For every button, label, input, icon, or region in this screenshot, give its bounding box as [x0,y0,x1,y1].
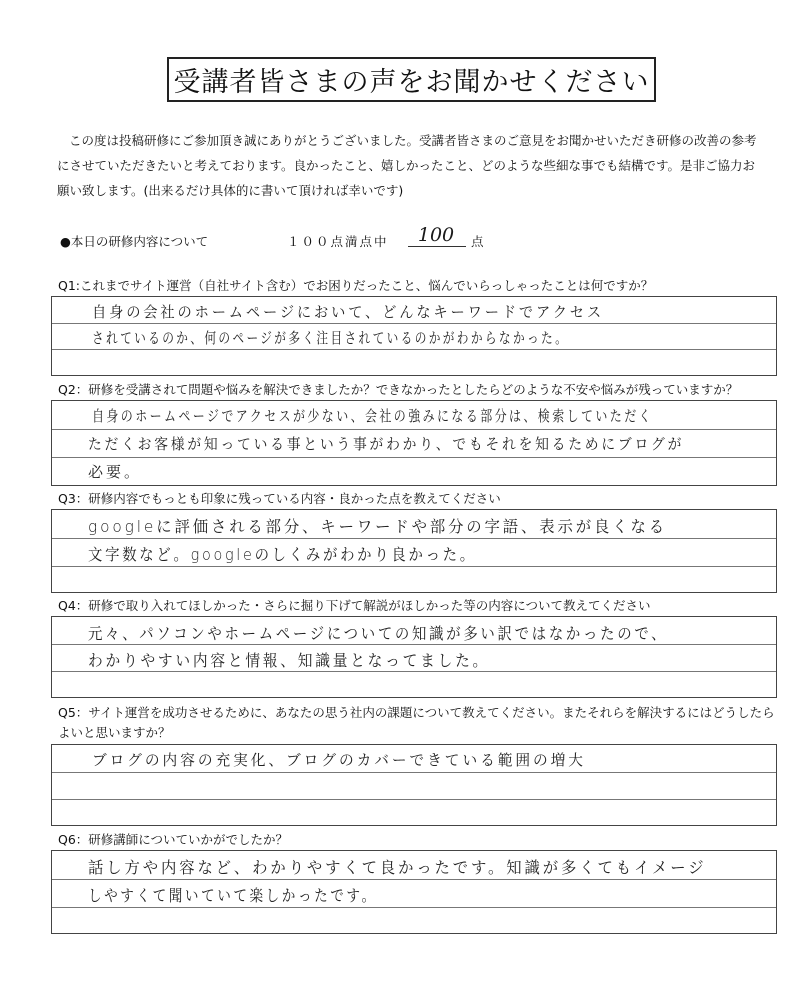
q2-answer-line-1: 自身のホームページでアクセスが少ない、会社の強みになる部分は、検索していただく [92,407,654,425]
ruled-line [52,429,776,430]
q2-heading: Q2：研修を受講されて問題や悩みを解決できましたか？できなかったとしたらどのような不安や悩みが残っていますか？ [58,382,739,397]
score-row [60,224,700,250]
q2-answer-line-3: 必要。 [88,463,143,481]
q6-answer-line-2: しやすくて聞いていて楽しかったです。 [88,886,378,905]
intro-paragraph: この度は投稿研修にご参加頂き誠にありがとうございました。受講者皆さまのご意見をお聞かせいただき研修の改善の参考にさせていただきたいと考えております。良かったこと、嬉しかったこと、どのような些細な事でも結構です。是非ご協力お願い致します。(出来るだけ具体的に書いて頂ければ幸いです) [57,133,757,198]
q3-answer-box [51,509,777,593]
q5-answer-box [51,744,777,826]
ruled-line [52,772,776,773]
q1-answer-box [51,296,777,376]
q4-heading: Q4：研修で取り入れてほしかった・さらに掘り下げて解説がほしかった等の内容について教えてください [58,598,651,613]
q1-heading: Q1:これまでサイト運営（自社サイト含む）でお困りだったこと、悩んでいらっしゃったことは何ですか？ [58,278,654,293]
q4-answer-box [51,616,777,698]
score-unit: 点 [471,234,484,249]
q3-answer-line-1: googleに評価される部分、キーワードや部分の字語、表示が良くなる [88,517,667,536]
q6-answer-line-1: 話し方や内容など、わかりやすくて良かったです。知識が多くてもイメージ [88,858,707,877]
ruled-line [52,907,776,908]
q6-heading: Q6：研修講師についていかがでしたか？ [58,832,289,847]
score-label: ●本日の研修内容について [60,234,209,249]
ruled-line [52,566,776,567]
ruled-line [52,538,776,539]
q3-heading: Q3：研修内容でもっとも印象に残っている内容・良かった点を教えてください [58,491,501,506]
ruled-line [52,799,776,800]
ruled-line [52,457,776,458]
score-value: 100 [417,224,455,246]
ruled-line [52,671,776,672]
q2-answer-box [51,400,777,486]
q6-answer-box [51,850,777,934]
ruled-line [52,644,776,645]
ruled-line [52,323,776,324]
q2-answer-line-2: ただくお客様が知っている事という事がわかり、でもそれを知るためにブログが [88,435,685,453]
q4-answer-line-1: 元々、パソコンやホームページについての知識が多い訳ではなかったので、 [88,624,669,643]
ruled-line [52,879,776,880]
q5-heading: Q5：サイト運営を成功させるために、あなたの思う社内の課題について教えてください。またそれらを解決するにはどうしたらよいと思いますか？ [58,705,775,740]
q1-answer-line-1: 自身の会社のホームページにおいて、どんなキーワードでアクセス [92,303,605,321]
score-underline [408,246,466,247]
q3-answer-line-2: 文字数など。googleのしくみがわかり良かった。 [88,545,477,564]
q5-answer-line-1: ブログの内容の充実化、ブログのカバーできている範囲の増大 [92,751,586,769]
score-max-text: １００点満点中 [287,234,389,249]
ruled-line [52,349,776,350]
q1-answer-line-2: されているのか、何のページが多く注目されているのかがわからなかった。 [92,329,570,347]
survey-title: 受講者皆さまの声をお聞かせください [167,57,656,102]
q4-answer-line-2: わかりやすい内容と情報、知識量となってました。 [88,651,491,670]
